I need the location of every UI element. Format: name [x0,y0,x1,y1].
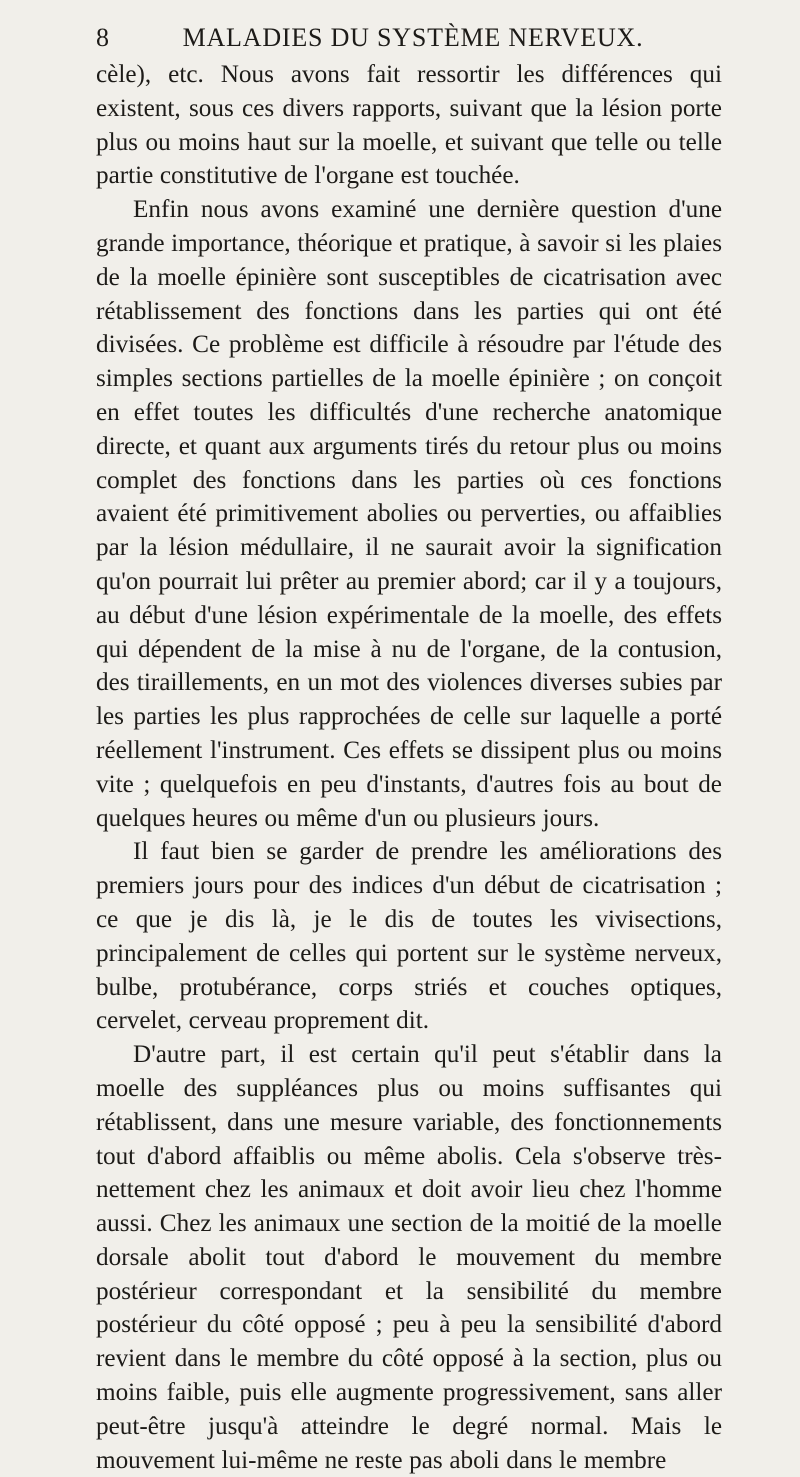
paragraph-cicatrisation-question: Enfin nous avons examiné une dernière question d'une grande importance, théorique et pratique, à savoir si les plaies de la moelle épinière sont susceptibles de cicatrisation avec rétablissement des fonctions dans les parties qui ont été divisées. Ce problème est difficile à résoudre par l'étude des simples sections partielles de la moelle épinière ; on conçoit en effet toutes les difficultés d'une recherche anatomique directe, et quant aux arguments tirés du retour plus ou moins complet des fonctions dans les parties où ces fonctions avaient été primitivement abolies ou perverties, ou affaiblies par la lésion médullaire, il ne saurait avoir la signification qu'on pourrait lui prêter au premier abord; car il y a toujours, au début d'une lésion expérimentale de la moelle, des effets qui dépendent de la mise à nu de l'organe, de la contusion, des tiraillements, en un mot des violences diverses subies par les parties les plus rapprochées de celle sur laquelle a porté réellement l'instrument. Ces effets se dissipent plus ou moins vite ; quelquefois en peu d'instants, d'autres fois au bout de quelques heures ou même d'un ou plusieurs jours. [96,196,722,832]
running-header [96,18,722,58]
running-title: MALADIES DU SYSTÈME NERVEUX. [182,23,644,52]
page-number: 8 [96,23,110,52]
paragraph-spinal-substitution: D'autre part, il est certain qu'il peut s'établir dans la moelle des suppléances plus ou moins suffisantes qui rétablissent, dans une mesure variable, des fonctionnements tout d'abord affaiblis ou même abolis. Cela s'observe très-nettement chez les animaux et doit avoir lieu chez l'homme aussi. Chez les animaux une section de la moitié de la moelle dorsale abolit tout d'abord le mouvement du membre postérieur correspondant et la sensibilité du membre postérieur du côté opposé ; peu à peu la sensibilité d'abord revient dans le membre du côté opposé à la section, plus ou moins faible, puis elle augmente progressivement, sans aller peut-être jusqu'à atteindre le degré normal. Mais le mouvement lui-même ne reste pas aboli dans le membre [96,1041,722,1474]
paragraph-continued: cèle), etc. Nous avons fait ressortir les différences qui existent, sous ces divers rapports, suivant que la lésion porte plus ou moins haut sur la moelle, et suivant que telle ou telle partie constitutive de l'organe est touchée. [96,61,722,190]
body-text [96,58,722,1477]
paragraph-early-improvements: Il faut bien se garder de prendre les améliorations des premiers jours pour des indices d'un début de cicatrisation ; ce que je dis là, je le dis de toutes les vivisections, principalement de celles qui portent sur le système nerveux, bulbe, protubérance, corps striés et couches optiques, cervelet, cerveau proprement dit. [96,838,722,1035]
